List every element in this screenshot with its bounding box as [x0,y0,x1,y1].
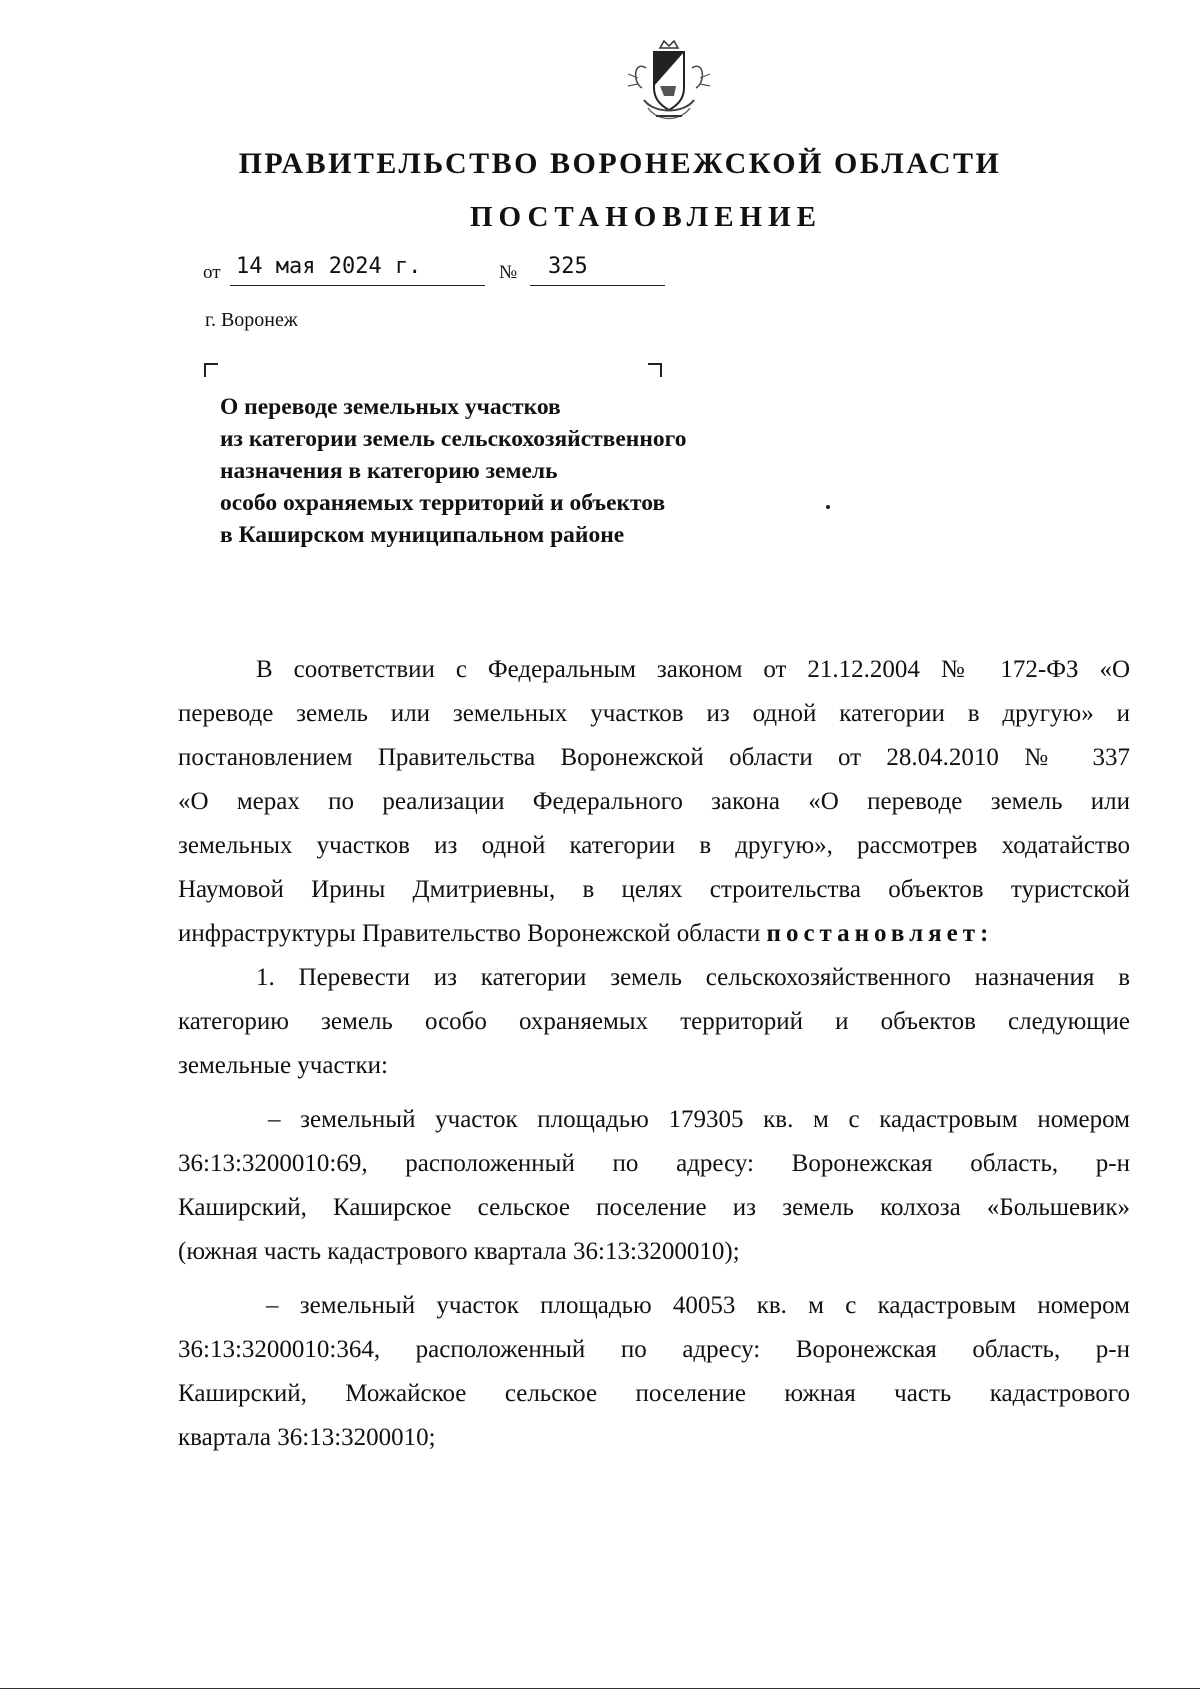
parcel2-line: Каширский, Можайское сельское поселение южная часть кадастрового [178,1380,1130,1407]
preamble-line: постановлением Правительства Воронежской области от 28.04.2010 № 337 [178,744,1130,771]
subject-line: в Каширском муниципальном районе [220,522,625,548]
scan-mark [826,505,830,509]
date-underline [230,285,485,286]
preamble-line: инфраструктуры Правительство Воронежской области [178,920,761,947]
preamble-line: «О мерах по реализации Федерального закона «О переводе земель или [178,788,1130,815]
organization-title: ПРАВИТЕЛЬСТВО ВОРОНЕЖСКОЙ ОБЛАСТИ [238,147,1002,180]
subject-corner-right [648,363,662,377]
parcel1-line: Каширский, Каширское сельское поселение из земель колхоза «Большевик» [178,1194,1130,1221]
subject-corner-left [204,363,218,377]
subject-line: из категории земель сельскохозяйственного [220,426,687,452]
item1-line: земельные участки: [178,1052,388,1079]
number-value: 325 [548,254,588,279]
parcel2-line: 36:13:3200010:364, расположенный по адресу: Воронежская область, р-н [178,1336,1130,1363]
document-subject [220,391,840,551]
parcel1-line: – земельный участок площадью 179305 кв. м с кадастровым номером [268,1106,1130,1133]
preamble-line: В соответствии с Федеральным законом от 21.12.2004 № 172-ФЗ «О [256,656,1130,683]
preamble-line: земельных участков из одной категории в другую», рассмотрев ходатайство [178,832,1130,859]
document-body [178,648,1130,1460]
parcel1-line: 36:13:3200010:69, расположенный по адресу: Воронежская область, р-н [178,1150,1130,1177]
number-label: № [499,262,518,283]
item1-line: 1. Перевести из категории земель сельскохозяйственного назначения в [256,964,1130,991]
subject-line: назначения в категорию земель [220,458,558,484]
parcel2-line: квартала 36:13:3200010; [178,1424,436,1451]
preamble-line: Наумовой Ирины Дмитриевны, в целях строительства объектов туристской [178,876,1130,903]
coat-of-arms-icon [624,38,714,124]
city: г. Воронеж [205,309,298,331]
subject-line: особо охраняемых территорий и объектов [220,490,666,516]
preamble-line: переводе земель или земельных участков из одной категории в другую» и [178,700,1130,727]
date-value: 14 мая 2024 г. [236,254,422,279]
parcel2-line: – земельный участок площадью 40053 кв. м с кадастровым номером [266,1292,1130,1319]
number-underline [530,285,665,286]
document-type: ПОСТАНОВЛЕНИЕ [469,201,822,233]
resolves-word: постановляет: [766,920,994,947]
preamble-last-line [178,912,1130,956]
item1-line: категорию земель особо охраняемых территорий и объектов следующие [178,1008,1130,1035]
date-label: от [203,262,221,283]
bottom-rule [0,1688,1200,1689]
subject-line: О переводе земельных участков [220,394,561,420]
parcel1-line: (южная часть кадастрового квартала 36:13:3200010); [178,1238,740,1265]
